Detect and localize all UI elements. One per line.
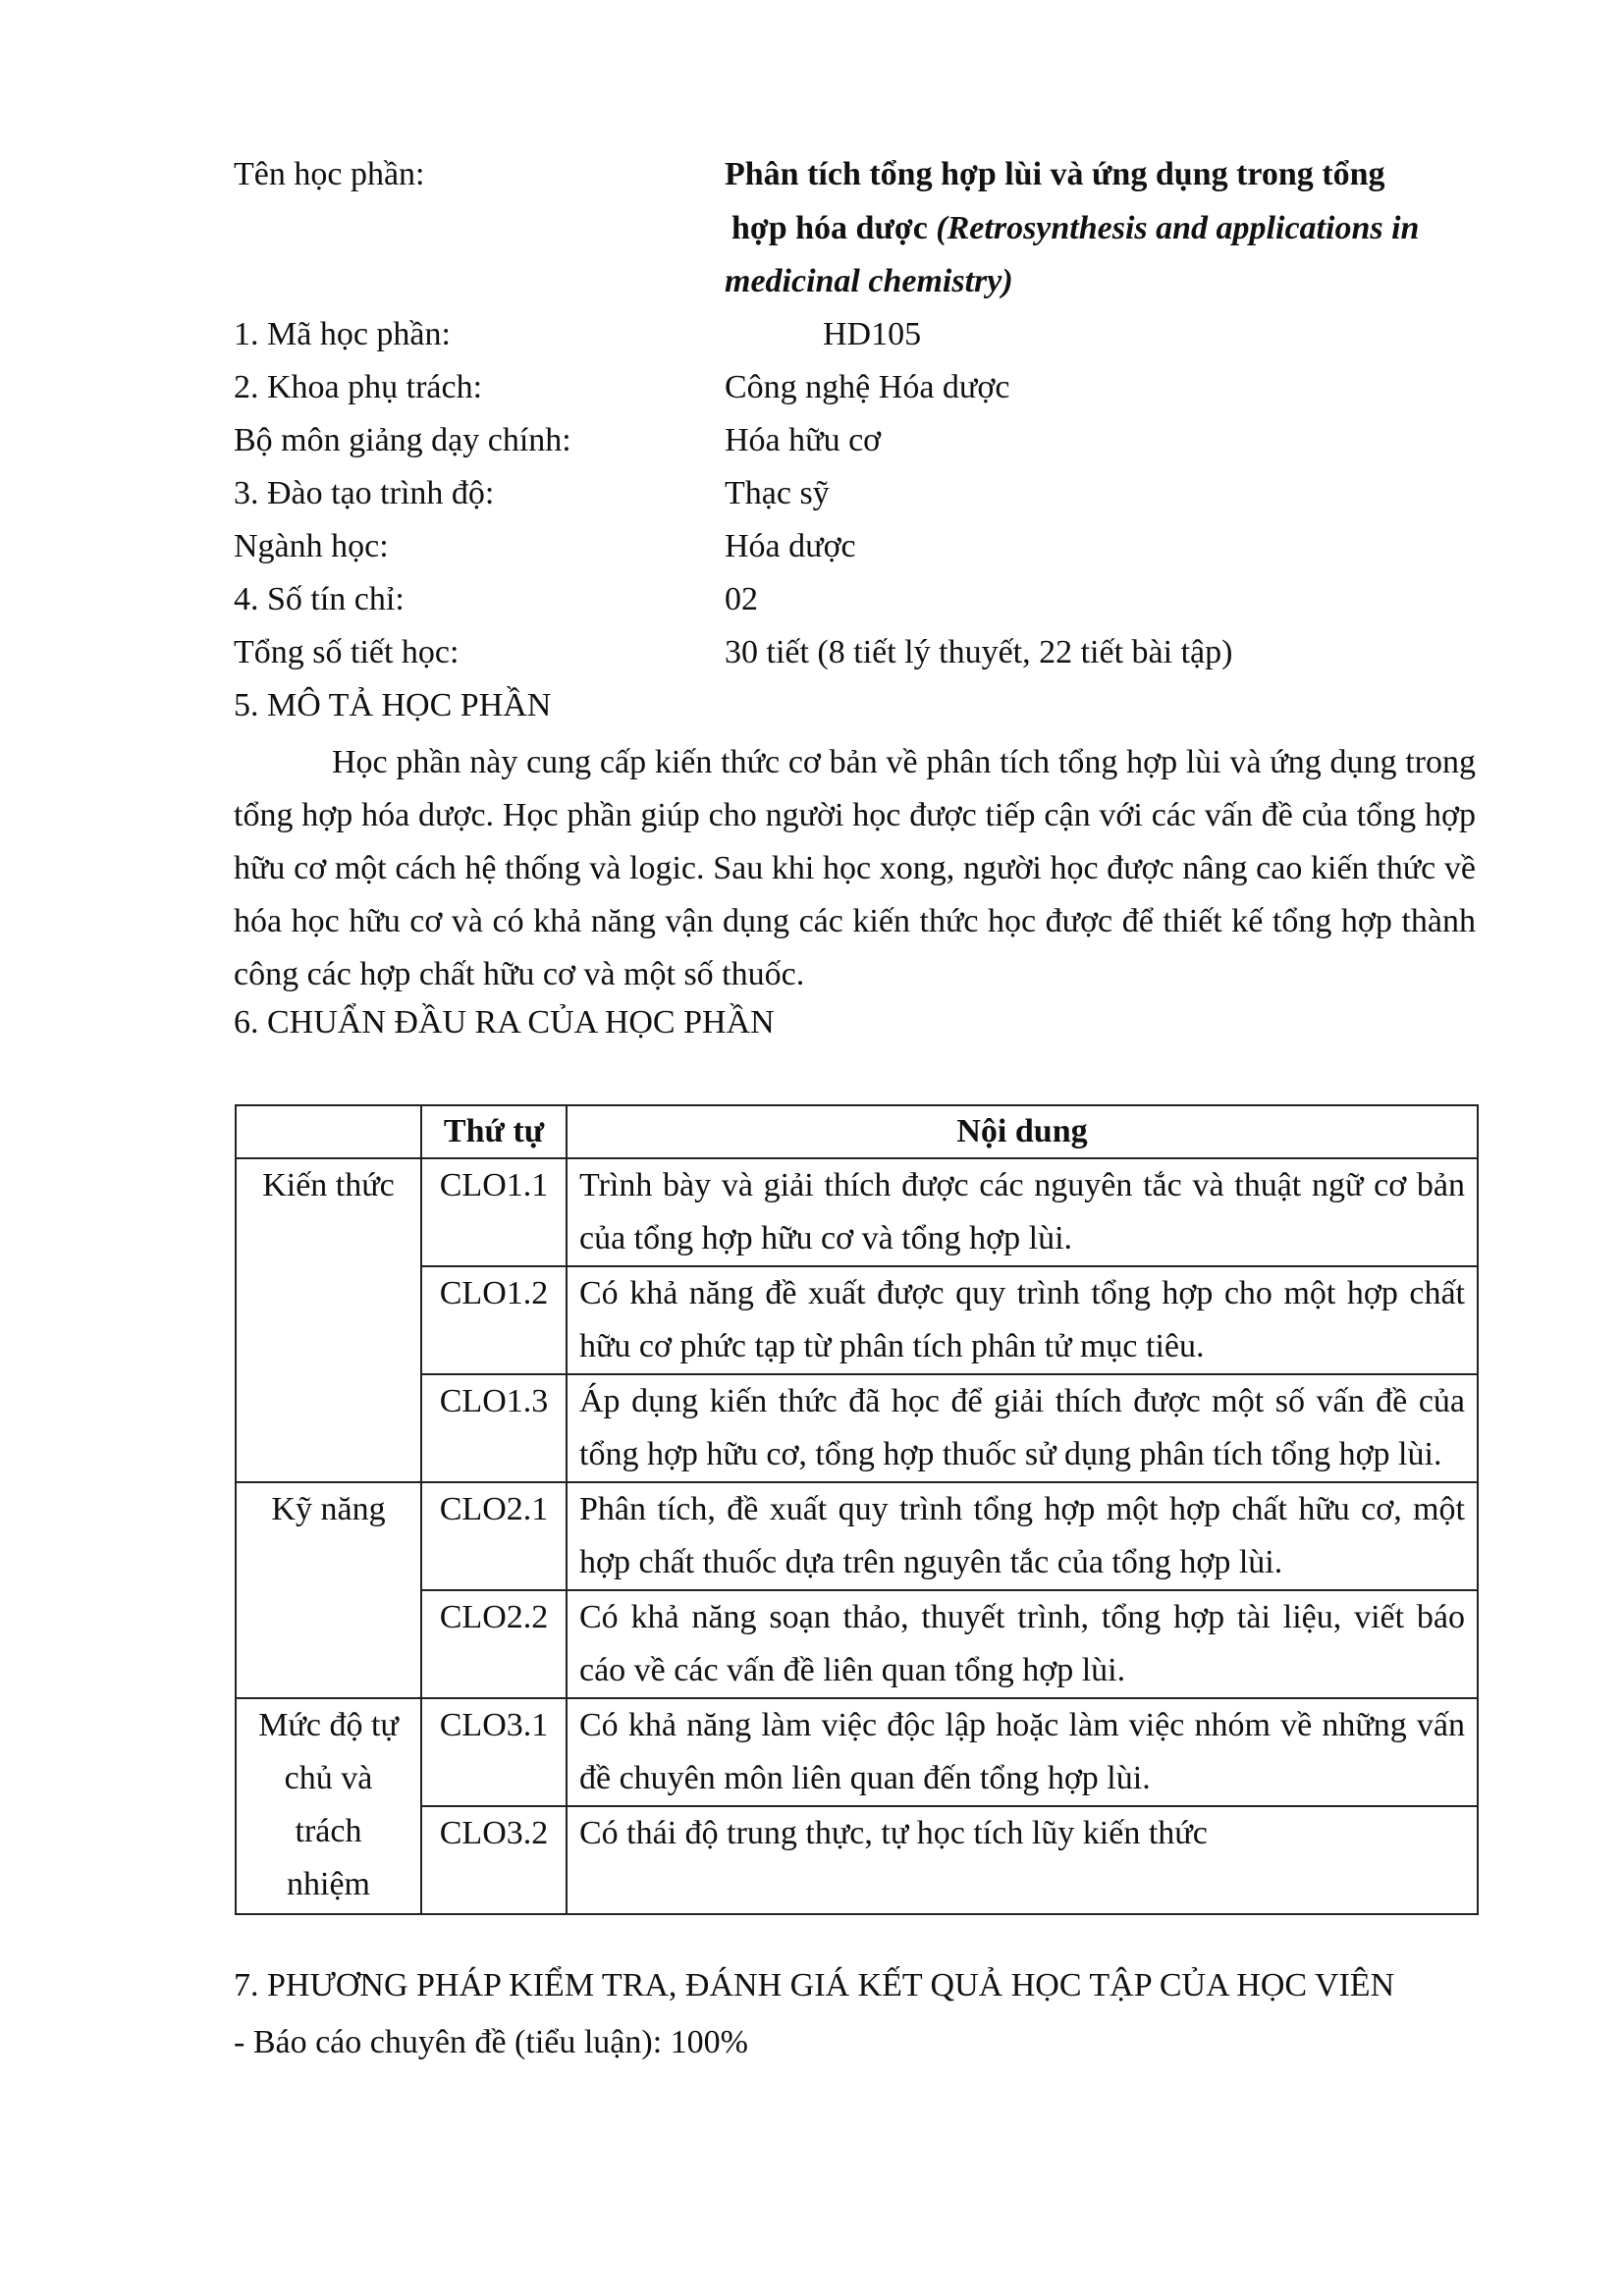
faculty-label: 2. Khoa phụ trách:: [234, 369, 483, 405]
clo-code: CLO3.1: [421, 1698, 567, 1806]
course-name-line1: Phân tích tổng hợp lùi và ứng dụng trong tổng: [725, 156, 1385, 192]
total-hours-label: Tổng số tiết học:: [234, 634, 460, 670]
total-hours-value: 30 tiết (8 tiết lý thuyết, 22 tiết bài tập): [725, 634, 1233, 670]
course-name-line2: [731, 209, 1419, 248]
clo-content: Có thái độ trung thực, tự học tích lũy kiến thức: [567, 1806, 1478, 1914]
course-code-value: HD105: [823, 316, 922, 352]
table-row: [236, 1374, 1478, 1482]
course-code-label: 1. Mã học phần:: [234, 316, 451, 352]
course-name-line2-bold: hợp hóa dược: [731, 210, 937, 246]
section-5-body: Học phần này cung cấp kiến thức cơ bản về phân tích tổng hợp lùi và ứng dụng trong tổng hợp hóa dược. Học phần giúp cho người học được tiếp cận với các vấn đề của tổng hợp hữu cơ một cách hệ thống và logic. Sau khi học xong, người học được nâng cao kiến thức về hóa học hữu cơ và có khả năng vận dụng các kiến thức học được để thiết kế tổng hợp thành công các hợp chất hữu cơ và một số thuốc.: [234, 744, 1476, 992]
major-value: Hóa dược: [725, 528, 856, 564]
clo-code: CLO3.2: [421, 1806, 567, 1914]
clo-table: [235, 1104, 1479, 1915]
department-label: Bộ môn giảng dạy chính:: [234, 422, 571, 458]
table-row: [236, 1482, 1478, 1590]
course-name-line2-italic: (Retrosynthesis and applications in: [936, 210, 1420, 246]
credits-value: 02: [725, 581, 758, 617]
clo-code: CLO1.3: [421, 1374, 567, 1482]
level-label: 3. Đào tạo trình độ:: [234, 475, 495, 511]
clo-code: CLO1.2: [421, 1266, 567, 1374]
section-7-item: - Báo cáo chuyên đề (tiểu luận): 100%: [234, 2024, 748, 2060]
table-row: [236, 1158, 1478, 1266]
table-header-row: [236, 1105, 1478, 1158]
header-content: Nội dung: [567, 1105, 1478, 1158]
clo-content: Phân tích, đề xuất quy trình tổng hợp một hợp chất hữu cơ, một hợp chất thuốc dựa trên nguyên tắc của tổng hợp lùi.: [567, 1482, 1478, 1590]
clo-content: Có khả năng đề xuất được quy trình tổng hợp cho một hợp chất hữu cơ phức tạp từ phân tích phân tử mục tiêu.: [567, 1266, 1478, 1374]
clo-content: Trình bày và giải thích được các nguyên tắc và thuật ngữ cơ bản của tổng hợp hữu cơ và tổng hợp lùi.: [567, 1158, 1478, 1266]
clo-content: Áp dụng kiến thức đã học để giải thích được một số vấn đề của tổng hợp hữu cơ, tổng hợp thuốc sử dụng phân tích tổng hợp lùi.: [567, 1374, 1478, 1482]
section-5-heading: 5. MÔ TẢ HỌC PHẦN: [234, 687, 552, 723]
department-value: Hóa hữu cơ: [725, 422, 882, 458]
table-row: [236, 1698, 1478, 1806]
table-row: [236, 1266, 1478, 1374]
section-6-heading: 6. CHUẨN ĐẦU RA CỦA HỌC PHẦN: [234, 1004, 775, 1041]
clo-code: CLO1.1: [421, 1158, 567, 1266]
credits-label: 4. Số tín chỉ:: [234, 581, 405, 617]
clo-code: CLO2.1: [421, 1482, 567, 1590]
major-label: Ngành học:: [234, 528, 389, 564]
section-7-heading: 7. PHƯƠNG PHÁP KIỂM TRA, ĐÁNH GIÁ KẾT QUẢ HỌC TẬP CỦA HỌC VIÊN: [234, 1967, 1395, 2003]
header-order: Thứ tự: [421, 1105, 567, 1158]
category-knowledge: Kiến thức: [236, 1158, 421, 1482]
level-value: Thạc sỹ: [725, 475, 830, 511]
header-category: [236, 1105, 421, 1158]
table-row: [236, 1590, 1478, 1698]
faculty-value: Công nghệ Hóa dược: [725, 369, 1010, 405]
course-name-label: Tên học phần:: [234, 156, 425, 192]
clo-code: CLO2.2: [421, 1590, 567, 1698]
category-skills: Kỹ năng: [236, 1482, 421, 1698]
course-name-line3-italic: medicinal chemistry): [725, 263, 1013, 299]
clo-content: Có khả năng soạn thảo, thuyết trình, tổng hợp tài liệu, viết báo cáo về các vấn đề liên quan tổng hợp lùi.: [567, 1590, 1478, 1698]
clo-content: Có khả năng làm việc độc lập hoặc làm việc nhóm về những vấn đề chuyên môn liên quan đến tổng hợp lùi.: [567, 1698, 1478, 1806]
category-autonomy: Mức độ tự chủ và trách nhiệm: [236, 1698, 421, 1914]
table-row: [236, 1806, 1478, 1914]
